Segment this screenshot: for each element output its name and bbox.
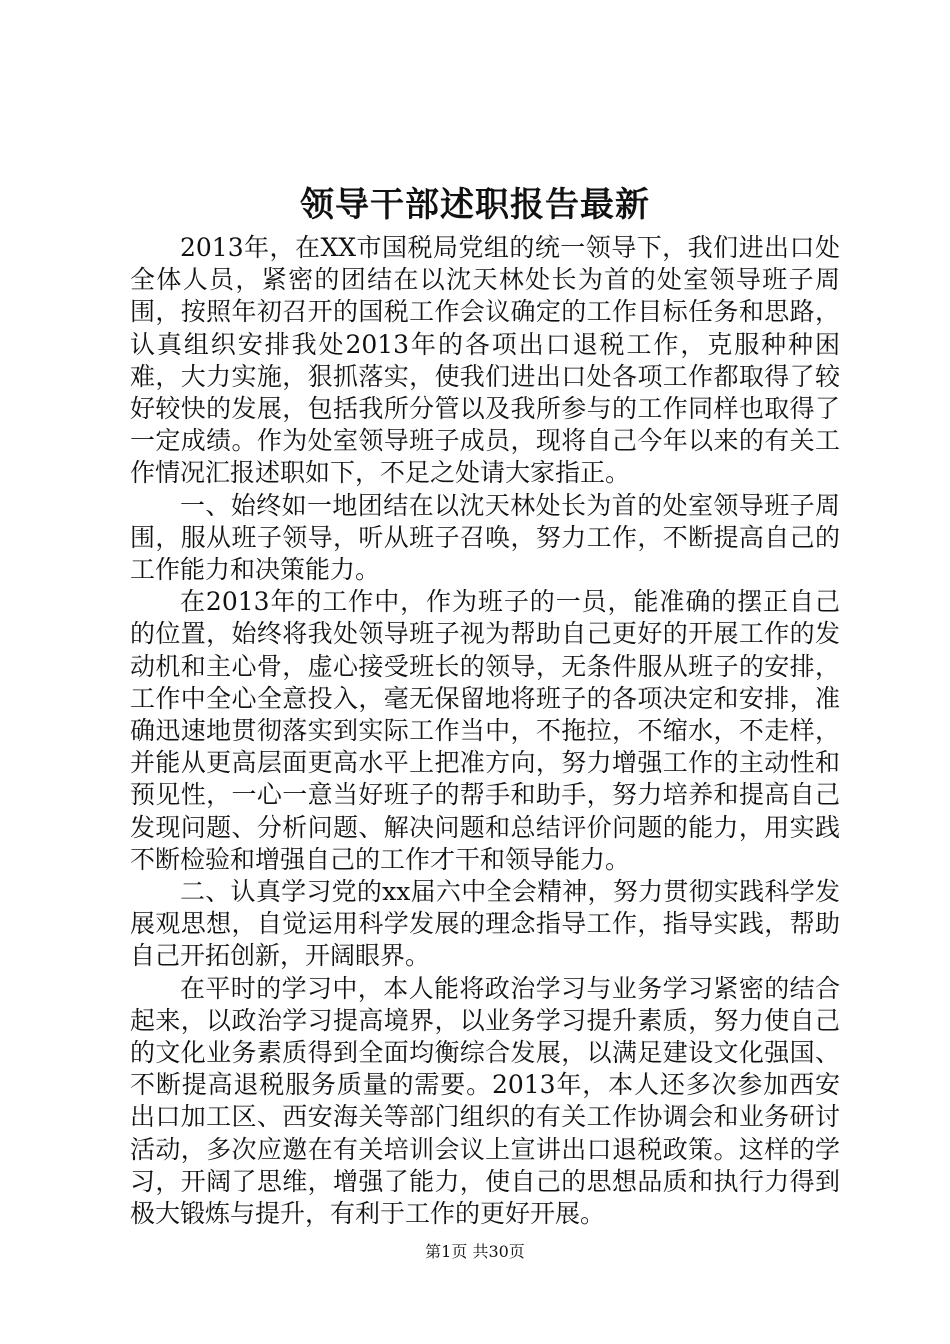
page-number-footer: 第1页 共30页 xyxy=(425,1242,525,1261)
paragraph-intro: 2013年，在XX市国税局党组的统一领导下，我们进出口处全体人员，紧密的团结在以沈天林处长为首的处室领导班子周围，按照年初召开的国税工作会议确定的工作目标任务和思路，认真组织安排我处2013年的各项出口退税工作，克服种种困难，大力实施，狠抓落实，使我们进出口处各项工作都取得了较好较快的发展，包括我所分管以及我所参与的工作同样也取得了一定成绩。作为处室领导班子成员，现将自己今年以来的有关工作情况汇报述职如下，不足之处请大家指正。 xyxy=(130,233,840,488)
document-body xyxy=(130,232,840,1230)
paragraph-section-one-heading: 一、始终如一地团结在以沈天林处长为首的处室领导班子周围，服从班子领导，听从班子召唤，努力工作，不断提高自己的工作能力和决策能力。 xyxy=(130,490,840,585)
paragraph-section-two-heading: 二、认真学习党的xx届六中全会精神，努力贯彻实践科学发展观思想，自觉运用科学发展的理念指导工作，指导实践，帮助自己开拓创新，开阔眼界。 xyxy=(130,877,840,971)
document-title: 领导干部述职报告最新 xyxy=(300,185,650,225)
paragraph-section-two-body: 在平时的学习中，本人能将政治学习与业务学习紧密的结合起来，以政治学习提高境界，以业务学习提升素质，努力使自己的文化业务素质得到全面均衡综合发展，以满足建设文化强国、不断提高退税服务质量的需要。2013年，本人还多次参加西安出口加工区、西安海关等部门组织的有关工作协调会和业务研讨活动，多次应邀在有关培训会议上宣讲出口退税政策。这样的学习，开阔了思维，增强了能力，使自己的思想品质和执行力得到极大锻炼与提升，有利于工作的更好开展。 xyxy=(130,973,840,1229)
paragraph-section-one-body: 在2013年的工作中，作为班子的一员，能准确的摆正自己的位置，始终将我处领导班子视为帮助自己更好的开展工作的发动机和主心骨，虚心接受班长的领导，无条件服从班子的安排，工作中全心全意投入，毫无保留地将班子的各项决定和安排，准确迅速地贯彻落实到实际工作当中，不拖拉，不缩水，不走样，并能从更高层面更高水平上把准方向，努力增强工作的主动性和预见性，一心一意当好班子的帮手和助手，努力培养和提高自己发现问题、分析问题、解决问题和总结评价问题的能力，用实践不断检验和增强自己的工作才干和领导能力。 xyxy=(130,587,840,874)
